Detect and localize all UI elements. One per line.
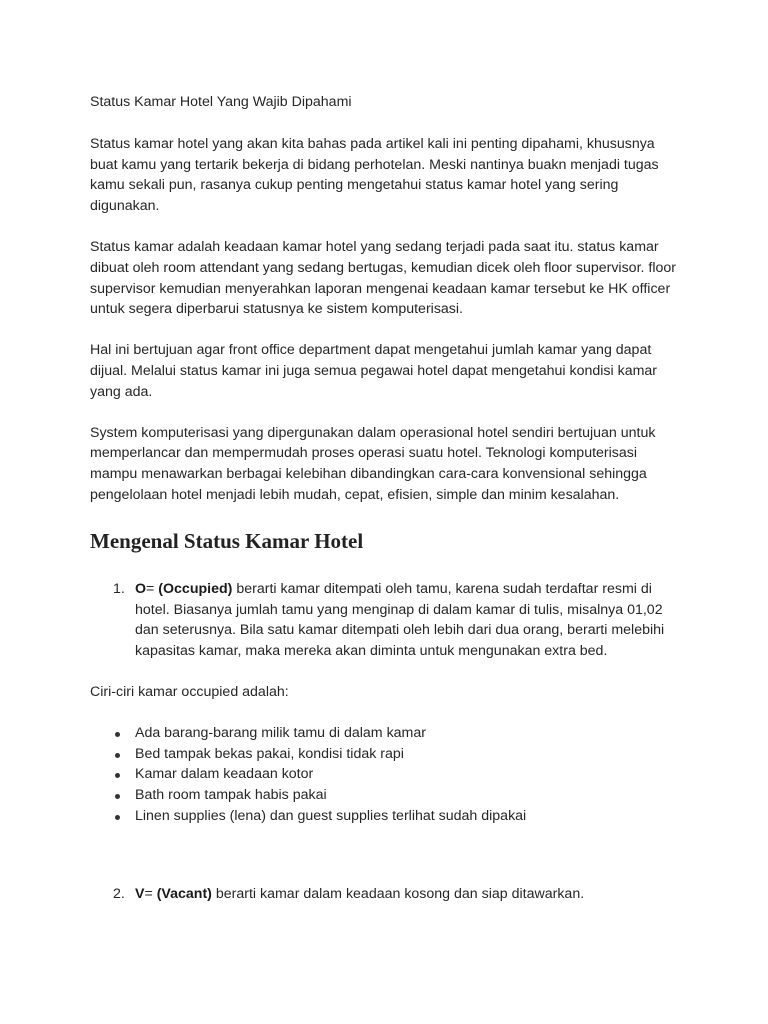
section-heading: Mengenal Status Kamar Hotel bbox=[90, 528, 364, 553]
status-code: V bbox=[135, 885, 145, 902]
list-item-text: Bath room tampak habis pakai bbox=[135, 787, 327, 804]
status-description: berarti kamar ditempati oleh tamu, karena sudah terdaftar resmi di hotel. Biasanya jumlah tamu yang menginap di dalam kamar di tulis, misalnya 01,02 dan seterusnya. Bila satu kamar ditempati oleh lebih dari dua orang, berarti melebihi kapasitas kamar, maka mereka akan diminta untuk mengunakan extra bed. bbox=[135, 580, 665, 660]
list-item-text: Bed tampak bekas pakai, kondisi tidak rapi bbox=[135, 745, 404, 762]
equals-sign: = bbox=[146, 580, 159, 597]
paragraph-purpose: Hal ini bertujuan agar front office department dapat mengetahui jumlah kamar yang dapat dijual. Melalui status kamar ini juga semua pegawai hotel dapat mengetahui kondisi kamar yang ada. bbox=[90, 342, 658, 400]
bullet-icon bbox=[115, 732, 120, 737]
list-item-text: Linen supplies (lena) dan guest supplies terlihat sudah dipakai bbox=[135, 807, 527, 824]
document-page bbox=[90, 92, 680, 925]
list-item bbox=[90, 744, 680, 765]
paragraph-intro: Status kamar hotel yang akan kita bahas pada artikel kali ini penting dipahami, khususnya buat kamu yang tertarik bekerja di bidang perhotelan. Meski nantinya buakn menjadi tugas kamu sekali pun, rasanya cukup penting mengetahui status kamar hotel yang sering digunakan. bbox=[90, 135, 659, 215]
status-code: O bbox=[135, 580, 147, 597]
list-item-text: Ada barang-barang milik tamu di dalam kamar bbox=[135, 724, 426, 741]
status-description: berarti kamar dalam keadaan kosong dan siap ditawarkan. bbox=[211, 885, 585, 902]
numbered-item-vacant bbox=[90, 884, 680, 905]
numbered-item-occupied bbox=[90, 579, 680, 662]
paragraph-definition: Status kamar adalah keadaan kamar hotel yang sedang terjadi pada saat itu. status kamar dibuat oleh room attendant yang sedang bertugas, kemudian dicek oleh floor supervisor. floor supervisor kemudian menyerahkan laporan mengenai keadaan kamar tersebut ke HK officer untuk segera diperbarui statusnya ke sistem komputerisasi. bbox=[90, 238, 676, 318]
status-label: (Occupied) bbox=[158, 580, 233, 597]
list-number: 1. bbox=[113, 580, 125, 597]
list-number: 2. bbox=[113, 885, 125, 902]
bullet-icon bbox=[115, 794, 120, 799]
list-item bbox=[90, 785, 680, 806]
equals-sign: = bbox=[144, 885, 157, 902]
bullet-icon bbox=[115, 773, 120, 778]
status-label: (Vacant) bbox=[156, 885, 212, 902]
spacer bbox=[90, 827, 680, 884]
occupied-intro: Ciri-ciri kamar occupied adalah: bbox=[90, 683, 289, 700]
list-item bbox=[90, 723, 680, 744]
list-item-text: Kamar dalam keadaan kotor bbox=[135, 766, 314, 783]
list-item bbox=[90, 806, 680, 827]
document-title: Status Kamar Hotel Yang Wajib Dipahami bbox=[90, 94, 352, 110]
paragraph-system: System komputerisasi yang dipergunakan dalam operasional hotel sendiri bertujuan untuk memperlancar dan mempermudah proses operasi suatu hotel. Teknologi komputerisasi mampu menawarkan berbagai kelebihan dibandingkan cara-cara konvensional sehingga pengelolaan hotel menjadi lebih mudah, cepat, efisien, simple dan minim kesalahan. bbox=[90, 424, 656, 503]
occupied-traits-list bbox=[90, 723, 680, 827]
bullet-icon bbox=[115, 815, 120, 820]
list-item bbox=[90, 764, 680, 785]
bullet-icon bbox=[115, 753, 120, 758]
